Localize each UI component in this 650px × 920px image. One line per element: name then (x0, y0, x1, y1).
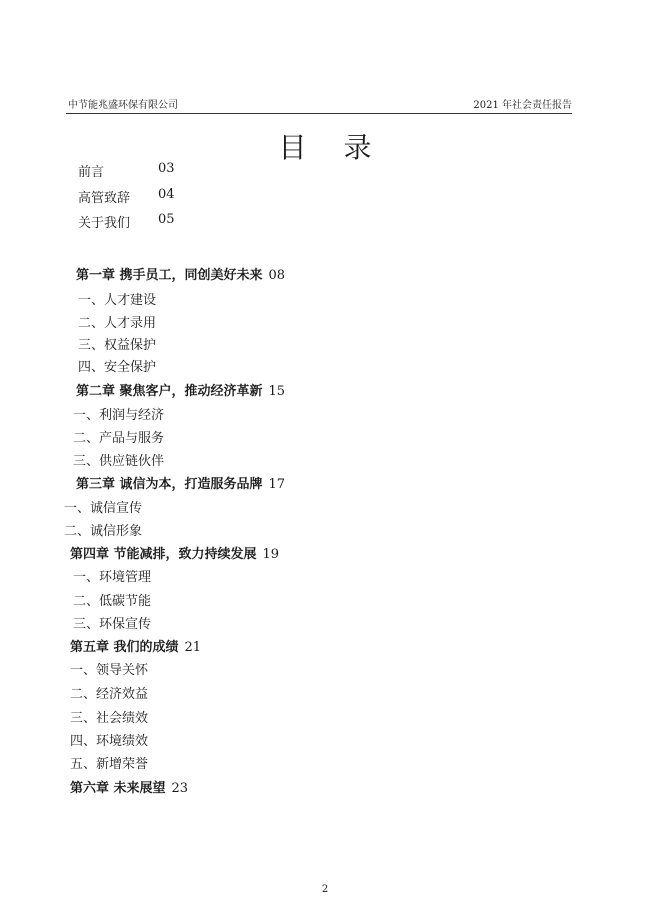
toc-section[interactable]: 二、经济效益 (70, 687, 149, 702)
chapter-title: 第六章 未来展望 (70, 781, 166, 796)
toc-chapter-5[interactable] (70, 636, 201, 655)
toc-entry-executive-address[interactable] (78, 187, 175, 206)
chapter-title: 第一章 携手员工，同创美好未来 (76, 268, 263, 283)
toc-section[interactable]: 一、环境管理 (73, 570, 152, 585)
chapter-page: 21 (184, 640, 202, 655)
chapter-page: 23 (171, 781, 189, 796)
toc-entry-label: 前言 (78, 165, 105, 180)
toc-chapter-2[interactable] (76, 380, 285, 399)
toc-section[interactable]: 四、安全保护 (78, 360, 157, 375)
toc-section[interactable]: 二、诚信形象 (64, 524, 143, 539)
toc-entry-label: 高管致辞 (78, 191, 131, 206)
toc-section[interactable]: 一、领导关怀 (70, 663, 149, 678)
chapter-page: 08 (268, 268, 286, 283)
toc-section[interactable]: 一、利润与经济 (73, 408, 165, 423)
toc-entry-foreword[interactable] (78, 161, 175, 180)
page-number: 2 (321, 884, 329, 895)
toc-chapter-6[interactable] (70, 777, 188, 796)
toc-section[interactable]: 三、供应链伙伴 (73, 454, 165, 469)
toc-section[interactable]: 四、环境绩效 (70, 734, 149, 749)
toc-entry-about-us[interactable] (78, 212, 175, 231)
chapter-title: 第三章 诚信为本，打造服务品牌 (76, 477, 263, 492)
chapter-title: 第四章 节能减排，致力持续发展 (70, 547, 257, 562)
toc-entry-page: 04 (158, 187, 175, 202)
chapter-page: 19 (262, 547, 280, 562)
chapter-page: 15 (268, 384, 286, 399)
toc-chapter-3[interactable] (76, 473, 285, 492)
page-title: 目 录 (278, 131, 386, 164)
toc-section[interactable]: 二、人才录用 (78, 316, 157, 331)
toc-entry-label: 关于我们 (78, 216, 131, 231)
toc-section[interactable]: 三、权益保护 (78, 338, 157, 353)
toc-chapter-4[interactable] (70, 543, 279, 562)
toc-chapter-1[interactable] (76, 264, 285, 283)
header-divider (66, 113, 572, 114)
toc-section[interactable]: 三、环保宣传 (73, 617, 152, 632)
chapter-title: 第五章 我们的成绩 (70, 640, 179, 655)
chapter-page: 17 (268, 477, 286, 492)
toc-section[interactable]: 一、人才建设 (78, 293, 157, 308)
toc-section[interactable]: 二、低碳节能 (73, 594, 152, 609)
toc-section[interactable]: 一、诚信宣传 (64, 501, 143, 516)
toc-entry-page: 03 (158, 161, 175, 176)
toc-section[interactable]: 五、新增荣誉 (70, 757, 149, 772)
header-report-title: 2021 年社会责任报告 (473, 100, 572, 111)
header-company: 中节能兆盛环保有限公司 (68, 100, 178, 111)
chapter-title: 第二章 聚焦客户，推动经济革新 (76, 384, 263, 399)
toc-entry-page: 05 (158, 212, 175, 227)
toc-section[interactable]: 三、社会绩效 (70, 711, 149, 726)
toc-section[interactable]: 二、产品与服务 (73, 431, 165, 446)
